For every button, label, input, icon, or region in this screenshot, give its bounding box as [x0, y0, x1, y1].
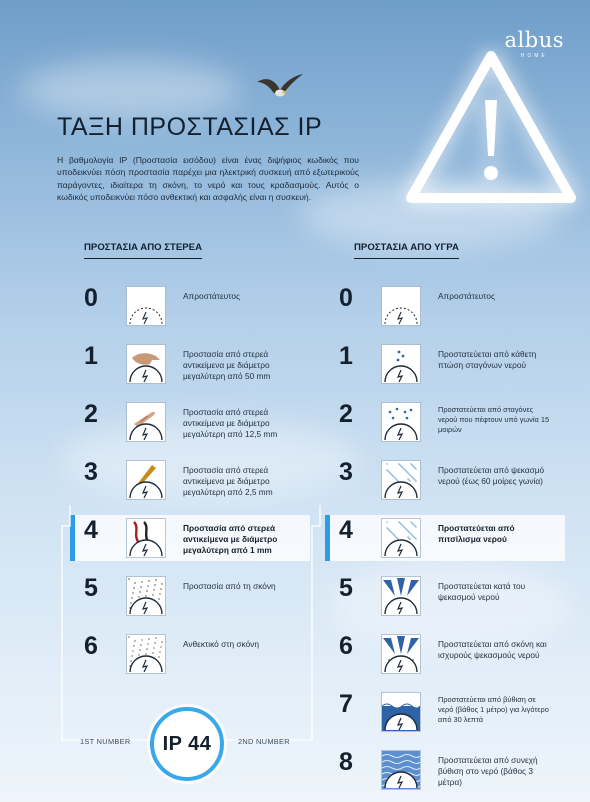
level-description: Απροστάτευτος — [438, 291, 495, 301]
intro-paragraph: Η βαθμολογία IP (Προστασία εισόδου) είναι ένας διψήφιος κωδικός που υποδεικνύει πόση προστασία παρέχει μια ηλεκτρική συσκευή από εξωτερικούς παράγοντες, ιδιαίτερα τη σκόνη, το νερό και τους κραδασμούς. Αυτός ο κωδικός υποδεικνύει πόσο ανθεκτική και ασφαλής είναι η συσκευή. — [57, 155, 359, 202]
page-title: ΤΑΞΗ ΠΡΟΣΤΑΣΙΑΣ IP — [57, 113, 323, 141]
level-description: Προστατεύεται από συνεχή βύθιση στο νερό (βάθος 3 μέτρα) — [438, 755, 538, 787]
level-description: Προστασία από στερεά αντικείμενα με διάμετρο μεγαλύτερη από 50 mm — [183, 349, 271, 381]
ip-rating-text: IP 44 — [162, 732, 212, 755]
level-number: 0 — [84, 284, 98, 312]
brand-sub: HOME — [520, 53, 548, 59]
level-description: Ανθεκτικό στη σκόνη — [183, 639, 259, 649]
level-number: 5 — [339, 574, 353, 602]
level-number: 4 — [84, 516, 98, 544]
level-description: Προστασία από στερεά αντικείμενα με διάμετρο μεγαλύτερη από 1 mm — [183, 523, 278, 555]
level-number: 6 — [339, 632, 353, 660]
level-description: Προστασία από τη σκόνη — [183, 581, 276, 591]
level-description: Προστατεύεται από κάθετη πτώση σταγόνων νερού — [438, 349, 537, 370]
level-number: 1 — [84, 342, 98, 370]
first-number-label: 1ST NUMBER — [80, 737, 131, 746]
level-description: Προστατεύεται από σκόνη και ισχυρούς ψεκασμούς νερού — [438, 639, 547, 660]
ip-rating-badge — [150, 707, 224, 781]
level-number: 5 — [84, 574, 98, 602]
level-number: 3 — [84, 458, 98, 486]
level-number: 4 — [339, 516, 353, 544]
level-number: 3 — [339, 458, 353, 486]
brand-name: albus — [504, 28, 564, 52]
level-description: Προστατεύεται από πιτσίλισμα νερού — [438, 523, 515, 544]
level-number: 2 — [84, 400, 98, 428]
second-number-label: 2ND NUMBER — [238, 737, 290, 746]
level-number: 1 — [339, 342, 353, 370]
liquids-heading: ΠΡΟΣΤΑΣΙΑ ΑΠΟ ΥΓΡΑ — [354, 242, 459, 259]
level-description: Απροστάτευτος — [183, 291, 240, 301]
level-number: 6 — [84, 632, 98, 660]
level-description: Προστατεύεται κατά του ψεκασμού νερού — [438, 581, 526, 602]
level-number: 7 — [339, 690, 353, 718]
level-number: 2 — [339, 400, 353, 428]
level-description: Προστατεύεται από ψεκασμό νερού (έως 60 μοίρες γωνία) — [438, 465, 545, 486]
level-description: Προστατεύεται από βύθιση σε νερό (βάθος 1 μέτρο) για λιγότερο από 30 λεπτά — [438, 695, 549, 724]
level-description: Προστασία από στερεά αντικείμενα με διάμετρο μεγαλύτερη από 12,5 mm — [183, 407, 278, 439]
level-description: Προστασία από στερεά αντικείμενα με διάμετρο μεγαλύτερη από 2,5 mm — [183, 465, 273, 497]
level-description: Προστατεύεται από σταγόνες νερού που πέφτουν υπό γωνία 15 μοιρών — [438, 405, 550, 434]
solids-heading: ΠΡΟΣΤΑΣΙΑ ΑΠΟ ΣΤΕΡΕΑ — [84, 242, 202, 259]
level-number: 8 — [339, 748, 353, 776]
level-number: 0 — [339, 284, 353, 312]
